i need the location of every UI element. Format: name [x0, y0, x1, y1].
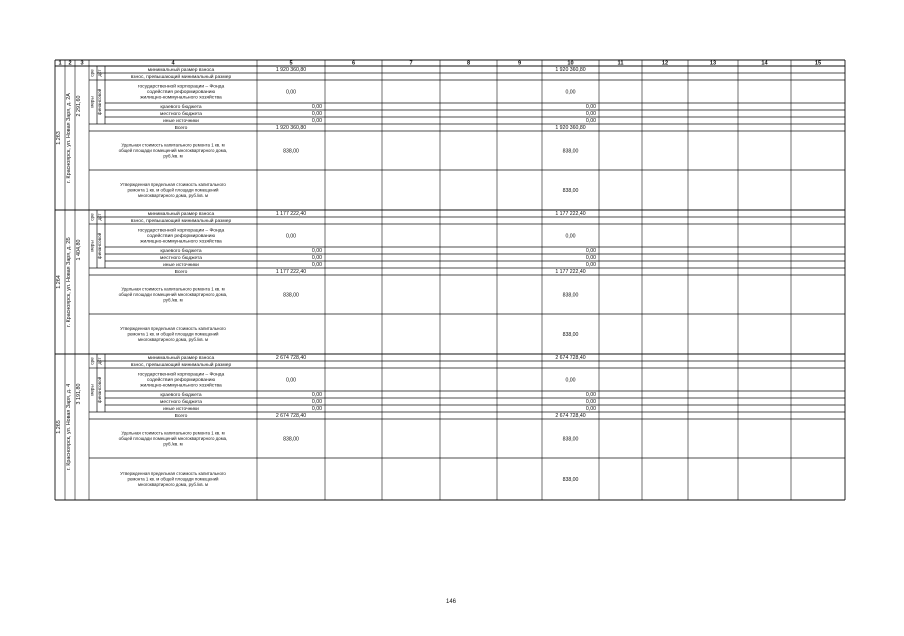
row-label-corp: государственной корпорации – Фонда содействия реформированию жилищно-коммунального хозяйства: [137, 228, 225, 245]
object-area: 1 404,80: [76, 239, 82, 261]
col10-corp: 0,00: [565, 89, 576, 96]
row-label-limit-cost: Утвержденная предельная стоимость капитального ремонта 1 кв. м общей площади помещений многоквартирного дома, руб./кв. м: [120, 471, 226, 488]
object-address: г. Красноярск, ул. Новая Заря, д. 2А: [66, 93, 72, 183]
col5-other: 0,00: [311, 118, 322, 124]
col5-local: 0,00: [311, 111, 322, 117]
col10-unit-cost: 838,00: [562, 148, 579, 155]
row-label-limit-cost: Утвержденная предельная стоимость капитального ремонта 1 кв. м общей площади помещений многоквартирного дома, руб./кв. м: [120, 182, 226, 199]
row-label-min-fee: минимальный размер взноса: [147, 356, 215, 361]
col5-unit-cost: 838,00: [283, 436, 299, 443]
column-header-9: 9: [517, 60, 522, 67]
object-number: 1.264: [56, 275, 62, 289]
funding-owners-label: сре: [89, 69, 95, 77]
support-label: меры: [89, 384, 95, 396]
col5-corp: 0,00: [285, 377, 297, 384]
column-header-1: 1: [58, 60, 62, 67]
col5-regional: 0,00: [311, 248, 322, 254]
object-address: г. Красноярск, ул. Новая Заря, д. 4: [66, 383, 72, 471]
column-header-15: 15: [814, 60, 822, 67]
row-label-over-min: взнос, превышающий минимальный размер: [130, 363, 232, 368]
col10-corp: 0,00: [565, 377, 576, 384]
col10-min-fee: 2 674 728,40: [555, 355, 586, 361]
column-header-13: 13: [709, 60, 717, 67]
col5-min-fee: 1 177 222,40: [275, 211, 307, 217]
col5-local: 0,00: [311, 255, 322, 261]
col5-other: 0,00: [311, 262, 322, 268]
support-label: меры: [89, 240, 95, 252]
col10-regional: 0,00: [585, 104, 596, 110]
col5-total: 1 920 360,80: [275, 125, 307, 131]
col10-corp: 0,00: [565, 233, 576, 240]
row-label-regional: краевого бюджета: [160, 249, 202, 254]
col10-total: 2 674 728,40: [555, 413, 586, 419]
funding-owners-label-2: дст: [97, 357, 102, 365]
col10-unit-cost: 838,00: [562, 436, 579, 443]
col10-unit-cost: 838,00: [562, 292, 579, 299]
row-label-corp: государственной корпорации – Фонда содействия реформированию жилищно-коммунального хозяйства: [137, 84, 225, 101]
col10-local: 0,00: [585, 399, 596, 405]
col5-min-fee: 2 674 728,40: [275, 355, 307, 361]
object-address: г. Красноярск, ул. Новая Заря, д. 2Б: [66, 237, 72, 327]
col5-corp: 0,00: [285, 233, 297, 240]
row-label-local: местного бюджета: [160, 112, 202, 117]
col10-other: 0,00: [585, 262, 596, 268]
row-label-limit-cost: Утвержденная предельная стоимость капитального ремонта 1 кв. м общей площади помещений многоквартирного дома, руб./кв. м: [120, 326, 226, 343]
row-label-local: местного бюджета: [160, 400, 202, 405]
row-label-regional: краевого бюджета: [160, 105, 202, 110]
col10-other: 0,00: [585, 118, 596, 124]
row-label-local: местного бюджета: [160, 256, 202, 261]
col5-regional: 0,00: [311, 392, 322, 398]
funding-owners-label-2: дст: [97, 213, 102, 221]
col10-limit-cost: 838,00: [562, 332, 579, 338]
object-area: 2 291,60: [76, 95, 82, 117]
column-header-11: 11: [617, 60, 624, 67]
col5-total: 2 674 728,40: [275, 413, 307, 419]
funding-owners-label: сре: [89, 213, 95, 221]
support-label-2: финансовой: [97, 88, 102, 116]
row-label-total: Всего: [174, 126, 188, 131]
column-header-4: 4: [171, 60, 175, 67]
row-label-total: Всего: [174, 414, 188, 419]
col10-regional: 0,00: [585, 392, 596, 398]
row-label-unit-cost: Удельная стоимость капитального ремонта 1 кв. м общей площади помещений многоквартирного дома, руб./кв. м: [118, 430, 228, 447]
col10-other: 0,00: [585, 406, 596, 412]
row-label-corp: государственной корпорации – Фонда содействия реформированию жилищно-коммунального хозяйства: [137, 372, 225, 389]
col10-total: 1 177 222,40: [555, 269, 586, 275]
column-header-8: 8: [466, 60, 471, 67]
row-label-unit-cost: Удельная стоимость капитального ремонта 1 кв. м общей площади помещений многоквартирного дома, руб./кв. м: [118, 142, 228, 159]
column-header-5: 5: [289, 60, 293, 67]
column-header-14: 14: [761, 60, 768, 67]
support-label-2: финансовой: [97, 232, 102, 260]
row-label-other: иные источники: [163, 407, 199, 412]
col10-total: 1 920 360,80: [555, 125, 586, 131]
funding-owners-label-2: дст: [97, 69, 102, 77]
column-header-3: 3: [80, 60, 84, 67]
col5-unit-cost: 838,00: [283, 292, 299, 299]
col10-limit-cost: 838,00: [562, 188, 579, 194]
row-label-min-fee: минимальный размер взноса: [147, 68, 215, 73]
row-label-other: иные источники: [163, 119, 199, 124]
col10-min-fee: 1 177 222,40: [555, 211, 586, 217]
page-number: 146: [445, 599, 456, 605]
funding-owners-label: сре: [89, 357, 95, 365]
row-label-total: Всего: [174, 270, 188, 275]
object-area: 3 191,80: [76, 383, 82, 405]
col5-total: 1 177 222,40: [275, 269, 307, 275]
row-label-over-min: взнос, превышающий минимальный размер: [130, 75, 232, 80]
column-header-6: 6: [351, 60, 356, 67]
col5-other: 0,00: [311, 406, 322, 412]
support-label: меры: [89, 96, 95, 108]
col5-min-fee: 1 920 360,80: [275, 67, 307, 73]
column-header-7: 7: [409, 60, 413, 67]
support-label-2: финансовой: [97, 376, 102, 404]
row-label-other: иные источники: [163, 263, 199, 268]
col10-limit-cost: 838,00: [562, 477, 579, 483]
col5-unit-cost: 838,00: [283, 148, 299, 155]
col5-regional: 0,00: [311, 104, 322, 110]
object-number: 1.263: [56, 131, 62, 145]
col5-local: 0,00: [311, 399, 322, 405]
row-label-over-min: взнос, превышающий минимальный размер: [130, 219, 232, 224]
col10-local: 0,00: [585, 255, 596, 261]
col10-regional: 0,00: [585, 248, 596, 254]
object-number: 1.265: [56, 420, 62, 434]
col10-local: 0,00: [585, 111, 596, 117]
col5-corp: 0,00: [285, 89, 297, 96]
row-label-min-fee: минимальный размер взноса: [147, 212, 215, 217]
column-header-10: 10: [567, 60, 574, 67]
row-label-regional: краевого бюджета: [160, 393, 202, 398]
row-label-unit-cost: Удельная стоимость капитального ремонта 1 кв. м общей площади помещений многоквартирного дома, руб./кв. м: [118, 286, 228, 303]
column-header-2: 2: [68, 60, 72, 67]
col10-min-fee: 1 920 360,80: [555, 67, 586, 73]
column-header-12: 12: [661, 60, 669, 67]
